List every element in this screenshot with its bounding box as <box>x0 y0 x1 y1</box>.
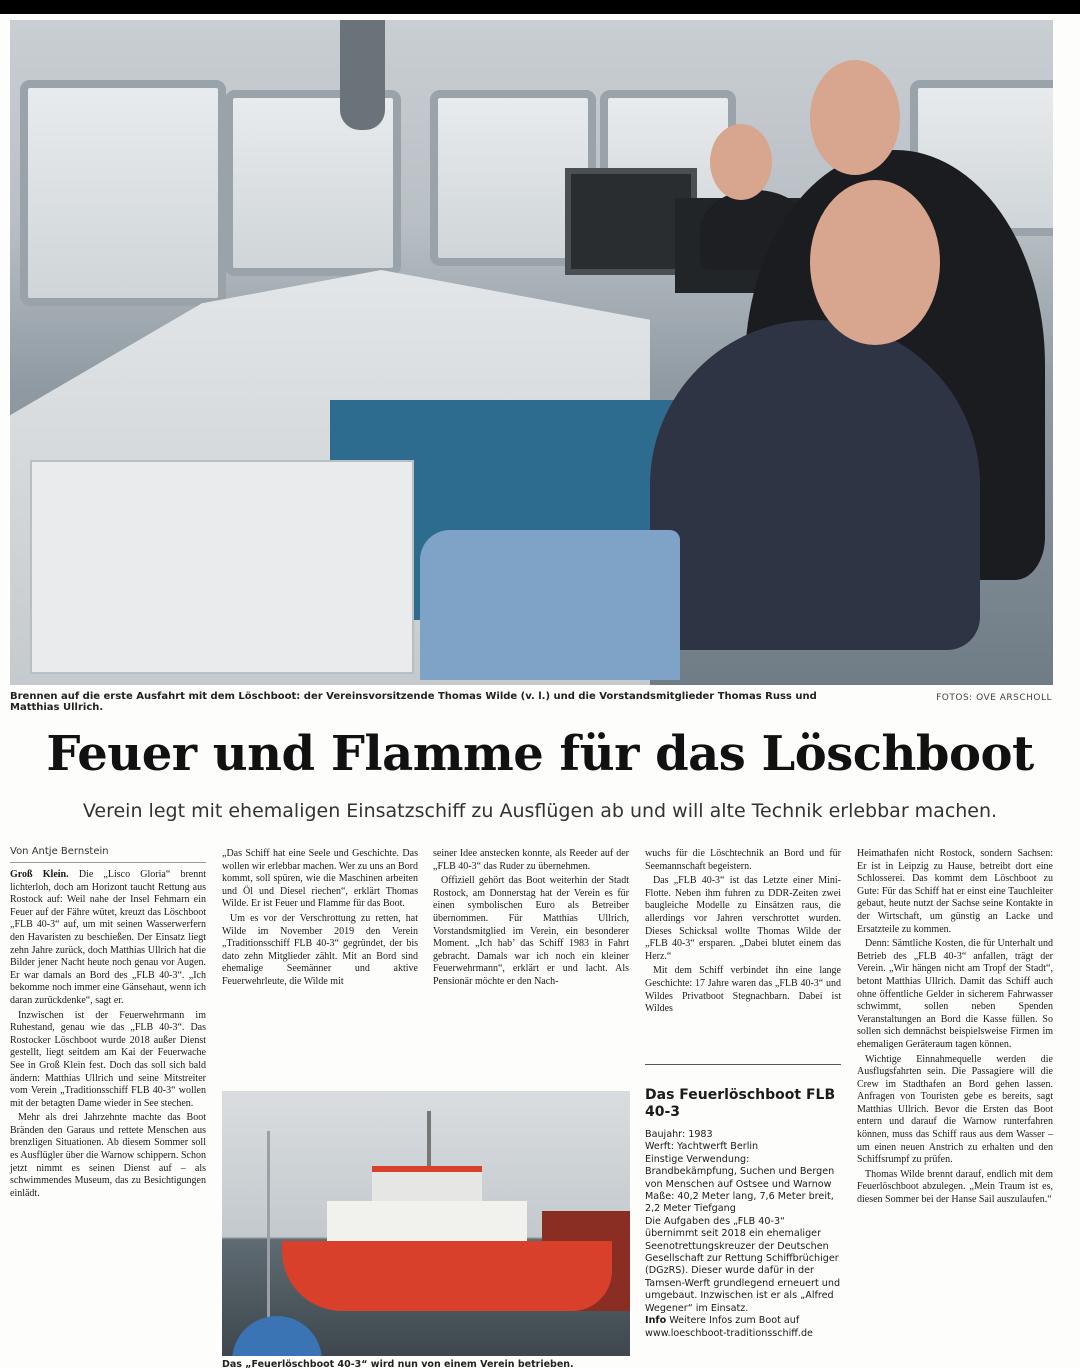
article-column-3 <box>433 848 629 991</box>
article-column-1 <box>10 846 206 1202</box>
person-seated <box>650 320 980 650</box>
person-seated-head <box>810 180 940 345</box>
article-paragraph: Wichtige Einnahmequelle werden die Ausflugsfahrten sein. Die Passagiere will die Crew im Stadthafen an Bord gehen lassen. Anfragen von Touristen gebe es bereits, sagt Matthias Ullrich. Bevor die Ersten das Boot entern und darauf die Warnow runterfahren können, muss das Schiff raus aus dem Wasser – um einen neuen Anstrich zu erhalten und den Schiffsrumpf zu prüfen. <box>857 1053 1053 1166</box>
switch-panel <box>30 460 414 674</box>
info-aufgaben: Die Aufgaben des „FLB 40-3“ übernimmt seit 2018 ein ehemaliger Seenotrettungskreuzer der Deutschen Gesellschaft zur Rettung Schiffbrüchiger (DGzRS). Dieser wurde dafür in der Tamsen-Werft grundlegend erneuert und umgebaut. Inzwischen ist er als „Alfred Wegener“ im Einsatz. <box>645 1215 841 1314</box>
boat-mast <box>427 1111 431 1171</box>
paragraph-text: Die „Lisco Gloria“ brennt lichterloh, doch am Horizont taucht Rettung aus Rostock auf: Weil nahe der Insel Fehmarn ein Feuer auf der Fähre wütet, kreuzt das Löschboot „FLB 40-3“ auf, um mit seinen Wasserwerfern den Havaristen zu beschießen. Der Einsatz liegt zehn Jahre zurück, doch Matthias Ullrich hat die Bilder jener Nacht heute noch genau vor Augen. Er war damals an Bord des „FLB 40-3“. „Ich bekomme noch immer eine Gänsehaut, wenn ich daran zurückdenke“, sagt er. <box>10 869 206 1006</box>
info-box-title: Das Feuerlöschboot FLB 40-3 <box>645 1087 836 1120</box>
article-column-5 <box>857 848 1053 1209</box>
article-paragraph: Mit dem Schiff verbindet ihn eine lange Geschichte: 17 Jahre waren das „FLB 40-3“ und Wildes Privatboot Stegnachbarn. Dabei ist Wildes <box>645 965 841 1015</box>
info-link-row <box>645 1315 841 1340</box>
info-label: Info <box>645 1315 667 1327</box>
boat-deck <box>327 1201 527 1246</box>
blue-buoy <box>232 1316 322 1356</box>
person-seated-jeans <box>420 530 680 680</box>
dateline: Groß Klein. <box>10 869 69 880</box>
boat-hull <box>282 1241 612 1311</box>
article-paragraph: seiner Idee anstecken konnte, als Reeder auf der „FLB 40-3“ das Ruder zu übernehmen. <box>433 848 629 872</box>
article-column-2 <box>222 848 418 991</box>
info-masse: Maße: 40,2 Meter lang, 7,6 Meter breit, 2,2 Meter Tiefgang <box>645 1191 834 1215</box>
lamp-post <box>267 1131 270 1331</box>
newspaper-page <box>0 14 1080 1368</box>
article-paragraph: Thomas Wilde brennt darauf, endlich mit dem Feuerlöschboot abzulegen. „Mein Traum ist es, diesen Sommer bei der Hanse Sail auszulaufen.“ <box>857 1168 1053 1206</box>
subheadline: Verein legt mit ehemaligen Einsatzschiff zu Ausflügen ab und will alte Technik erlebbar machen. <box>82 800 998 822</box>
info-werft: Werft: Yachtwerft Berlin <box>645 1141 759 1153</box>
person-standing-head <box>810 60 900 175</box>
window-left <box>20 80 226 306</box>
info-link-text: Weitere Infos zum Boot auf www.loeschboot-traditionsschiff.de <box>645 1315 813 1339</box>
article-paragraph <box>10 869 206 1008</box>
boat-photo-caption: Das „Feuerlöschboot 40-3“ wird nun von einem Verein betrieben. <box>222 1359 574 1368</box>
headline: Feuer und Flamme für das Löschboot <box>46 726 1034 782</box>
article-paragraph: Heimathafen nicht Rostock, sondern Sachsen: Er ist in Leipzig zu Hause, betreibt dort eine Schlosserei. Das kommt dem Löschboot zu Gute: Für das Schiff hat er einst eine Tauchleiter gebaut, heute nutzt der Sachse seine Kontakte in der Wirtschaft, um günstig an Lacke und Ersatzteile zu kommen. <box>857 848 1053 935</box>
article-paragraph: Das „FLB 40-3“ ist das Letzte einer Mini-Flotte. Neben ihm fuhren zu DDR-Zeiten zwei baugleiche Modelle zu Einsätzen raus, die allerdings vor Jahren verschrottet wurden. Dieses Schicksal wollte Thomas Wilde der „FLB 40-3“ ersparen. „Dabei blutet einem das Herz.“ <box>645 875 841 962</box>
info-einsatz: Einstige Verwendung: Brandbekämpfung, Suchen und Bergen von Menschen auf Ostsee und Warnow <box>645 1153 835 1190</box>
article-column-4 <box>645 848 841 1018</box>
article-paragraph: Denn: Sämtliche Kosten, die für Unterhalt und Betrieb des „FLB 40-3“ anfallen, trägt der Verein. „Wir hängen nicht am Tropf der Stadt“, betont Matthias Ullrich. Damit das Schiff auch ohne öffentliche Gelder in sicherem Fahrwasser schwimmt, sollen neben Spenden Veranstaltungen an Bord die Kasse füllen. So sollen sich demnächst beispielsweise Firmen im ehemaligen Geräteraum tagen können. <box>857 938 1053 1050</box>
ceiling-lamp <box>340 20 385 130</box>
info-baujahr: Baujahr: 1983 <box>645 1129 713 1140</box>
person-back-head <box>710 124 772 200</box>
byline: Von Antje Bernstein <box>10 846 206 863</box>
photo-credit: FOTOS: OVE ARSCHOLL <box>936 693 1052 703</box>
article-paragraph: Mehr als drei Jahrzehnte machte das Boot Bränden den Garaus und rettete Menschen aus brenzligen Situationen. Ab diesem Sommer soll es Ausflügler über die Warnow schippern. Schon jetzt nimmt es seinen Dienst auf – als schwimmendes Museum, das zu Besichtigungen einlädt. <box>10 1112 206 1199</box>
article-paragraph: Um es vor der Verschrottung zu retten, hat Wilde im November 2019 den Verein „Traditionsschiff FLB 40-3“ gegründet, der bis dato zehn Mitglieder zählt. Mit an Bord sind ehemalige Seemänner und aktive Feuerwehrleute, die Wilde mit <box>222 912 418 987</box>
bridge-photo <box>10 20 1053 685</box>
article-paragraph: Inzwischen ist der Feuerwehrmann im Ruhestand, genau wie das „FLB 40-3“. Das Rostocker Löschboot wurde 2018 außer Dienst gestellt, liegt seitdem am Kai der Feuerwache See in Groß Klein fest. Doch das soll sich bald ändern: Matthias Ullrich und seine Mitstreiter vom Verein „Traditionsschiff FLB 40-3“ wollen mit der betagten Dame wieder in See stechen. <box>10 1009 206 1109</box>
boat-photo <box>222 1091 630 1356</box>
info-box <box>645 1064 841 1340</box>
article-paragraph: Offiziell gehört das Boot weiterhin der Stadt Rostock, am Donnerstag hat der Verein es für einen symbolischen Euro als Betreiber übernommen. Für Matthias Ullrich, Vorstandsmitglied im Verein, ein besonderer Moment. „Ich hab’ das Schiff 1983 in Fahrt gebracht. Damals war ich noch ein kleiner Feuerwehrmann“, erklärt er und lacht. Als Pensionär möchte er den Nach- <box>433 875 629 987</box>
article-paragraph: wuchs für die Löschtechnik an Bord und für Seemannschaft begeistern. <box>645 848 841 872</box>
main-photo-caption: Brennen auf die erste Ausfahrt mit dem Löschboot: der Vereinsvorsitzende Thomas Wilde (v. l.) und die Vorstandsmitglieder Thomas Russ und Matthias Ullrich. <box>10 691 817 713</box>
article-paragraph: „Das Schiff hat eine Seele und Geschichte. Das wollen wir erlebbar machen. Wer zu uns an Bord kommt, soll spüren, wie die Maschinen arbeiten und Öl und Diesel riechen“, erklärt Thomas Wilde. Er ist Feuer und Flamme für das Boot. <box>222 848 418 910</box>
